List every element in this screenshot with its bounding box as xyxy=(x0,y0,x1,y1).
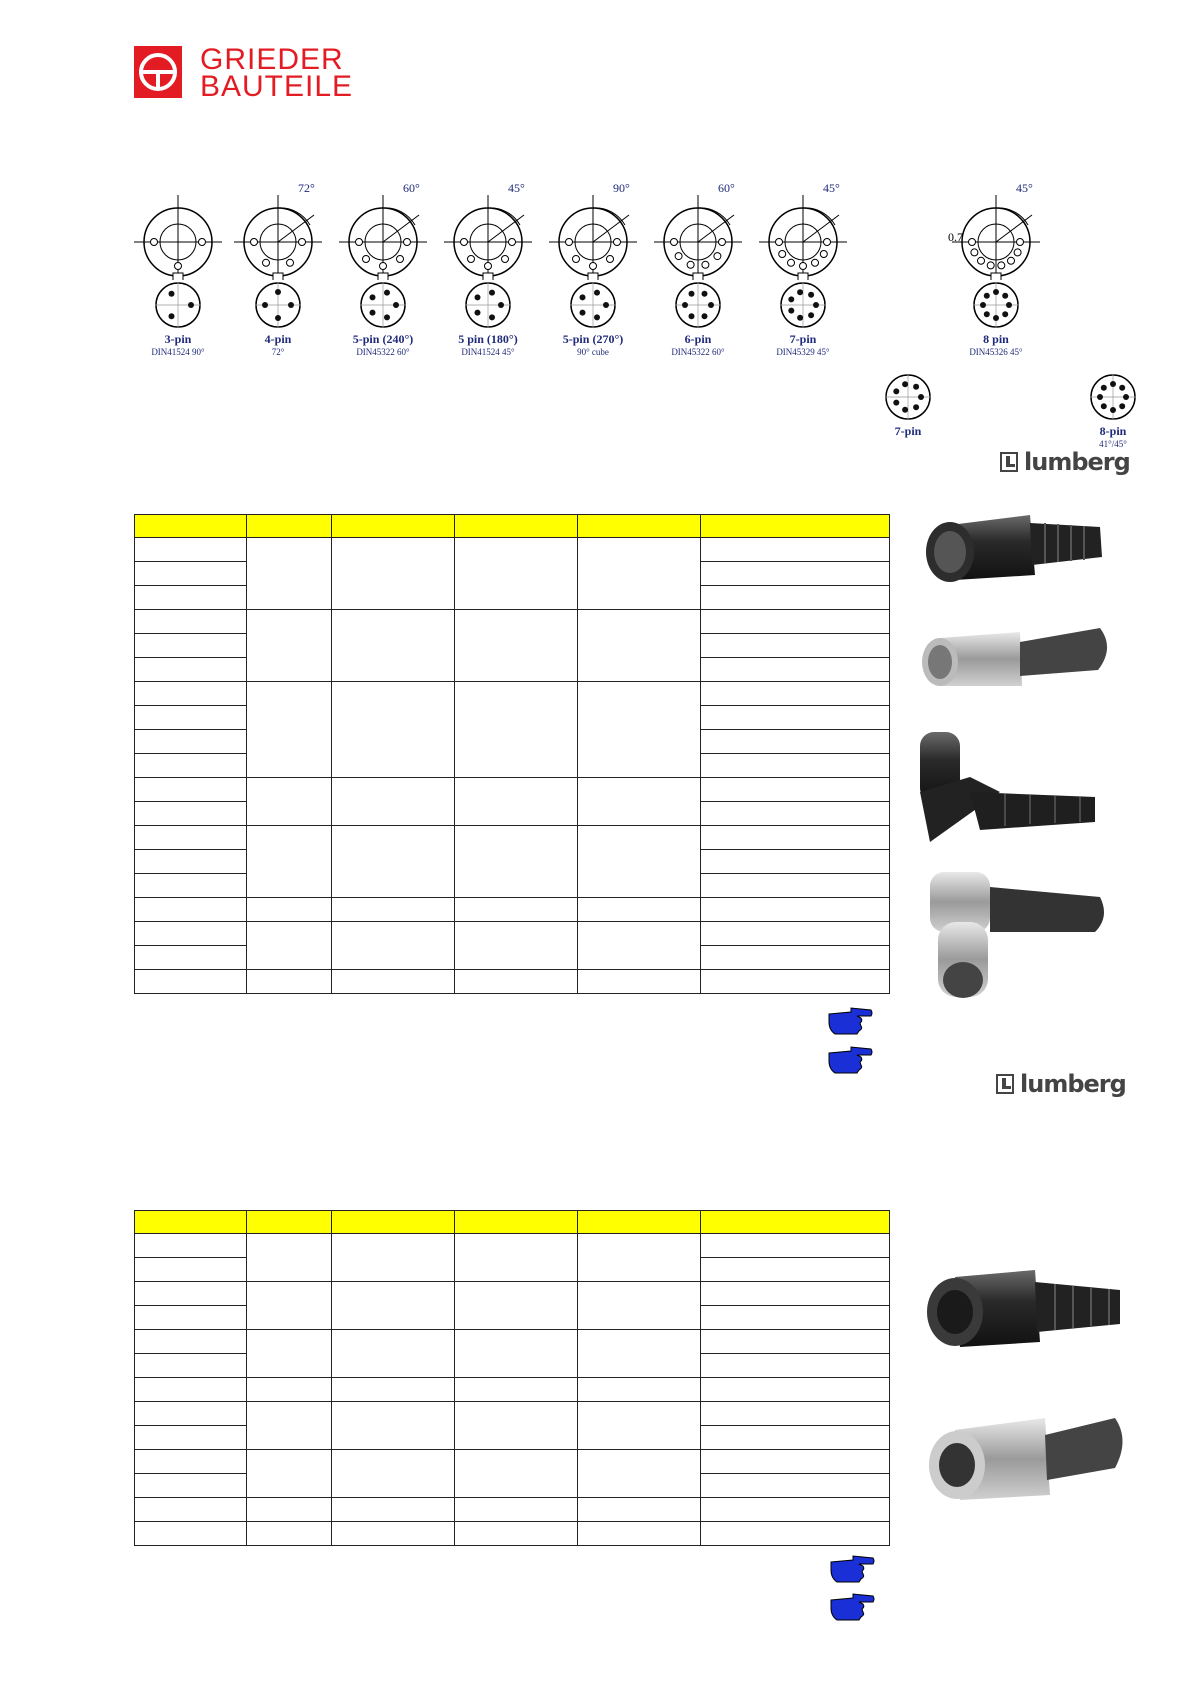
pin-face-icon xyxy=(883,372,933,422)
pin-standard: DIN45326 45° xyxy=(969,347,1023,357)
grieder-logo xyxy=(134,43,394,103)
pin-diagram xyxy=(755,181,851,375)
lumberg-brand-top xyxy=(1000,448,1130,476)
table-row xyxy=(135,1330,890,1354)
pin-drawing-icon xyxy=(650,185,746,280)
table-row xyxy=(135,826,890,850)
table-header-row xyxy=(135,1211,890,1234)
table-row xyxy=(135,1498,890,1522)
lumberg-name: lumberg xyxy=(1020,1070,1126,1098)
pin-label: 4-pin xyxy=(264,332,292,346)
pin-face-icon xyxy=(463,280,513,330)
pin-label: 8 pin xyxy=(983,332,1009,346)
photo-plug-black-straight xyxy=(910,505,1115,595)
lumberg-name: lumberg xyxy=(1024,448,1130,476)
photo-plug-black-angled xyxy=(910,722,1110,842)
pin-standard: DIN45322 60° xyxy=(356,347,410,357)
pin-diagram xyxy=(948,181,1044,375)
pin-face-icon xyxy=(153,280,203,330)
pin-drawing-icon xyxy=(545,185,641,280)
table-row xyxy=(135,1282,890,1306)
lumberg-logo-icon xyxy=(996,1074,1014,1094)
table-row xyxy=(135,778,890,802)
table-row xyxy=(135,1450,890,1474)
table-row xyxy=(135,970,890,994)
table-row xyxy=(135,1234,890,1258)
pin-drawing-icon xyxy=(130,185,226,280)
photo-plug-metal-straight xyxy=(910,620,1115,700)
pin-face-icon xyxy=(778,280,828,330)
pin-label: 7-pin xyxy=(789,332,817,346)
logo-line-2: BAUTEILE xyxy=(200,70,354,103)
table-header-row xyxy=(135,515,890,538)
pin-face-icon xyxy=(1088,372,1138,422)
lumberg-logo-icon xyxy=(1000,452,1018,472)
pin-label: 5-pin (240°) xyxy=(352,332,414,346)
pin-drawing-icon xyxy=(755,185,851,280)
pin-drawing-icon xyxy=(230,185,326,280)
pin-drawing-icon xyxy=(335,185,431,280)
pin-standard: DIN41524 90° xyxy=(151,347,205,357)
pin-label: 6-pin xyxy=(684,332,712,346)
table-row xyxy=(135,1522,890,1546)
pin-diagram xyxy=(440,181,536,375)
pointing-hand-icon[interactable] xyxy=(829,1552,875,1584)
pin-angle-label: 45° xyxy=(1016,181,1033,195)
table-row xyxy=(135,538,890,562)
table-row xyxy=(135,1402,890,1426)
pointing-hand-icon[interactable] xyxy=(829,1590,875,1622)
pin-face-icon xyxy=(568,280,618,330)
pin-diagram xyxy=(1065,185,1161,449)
pin-diagram xyxy=(335,181,431,375)
pin-diagram xyxy=(130,185,226,375)
pin-diagram xyxy=(230,181,326,375)
pin-angle-label: 45° xyxy=(508,181,525,195)
pin-standard: DIN41524 45° xyxy=(461,347,515,357)
pin-standard: DIN45329 45° xyxy=(776,347,830,357)
table-row xyxy=(135,898,890,922)
pin-diagram xyxy=(545,181,641,375)
pin-offset-label: 0.7 xyxy=(948,230,963,244)
pin-standard: 41°/45° xyxy=(1099,439,1127,449)
pin-diagram-strip xyxy=(130,181,1140,449)
pointing-hand-icon[interactable] xyxy=(827,1043,873,1075)
pin-angle-label: 90° xyxy=(613,181,630,195)
pin-diagram xyxy=(860,185,956,438)
photo-plug-metal-angled xyxy=(910,862,1115,1012)
product-table-sockets xyxy=(134,1210,890,1546)
pin-face-icon xyxy=(358,280,408,330)
pin-drawing-icon xyxy=(860,185,956,280)
pin-angle-label: 60° xyxy=(403,181,420,195)
pin-angle-label: 72° xyxy=(298,181,315,195)
photo-socket-metal xyxy=(915,1410,1130,1510)
pin-standard: 90° cube xyxy=(577,347,609,357)
pointing-hand-icon[interactable] xyxy=(827,1004,873,1036)
pin-label: 7-pin xyxy=(894,424,922,438)
pin-label: 5-pin (270°) xyxy=(562,332,624,346)
pin-diagram xyxy=(650,181,746,375)
table-row xyxy=(135,682,890,706)
pin-angle-label: 45° xyxy=(823,181,840,195)
pin-face-icon xyxy=(971,280,1021,330)
grieder-logo-text xyxy=(200,43,354,103)
photo-socket-black xyxy=(915,1262,1130,1357)
grieder-logo-icon xyxy=(134,46,182,98)
table-row xyxy=(135,610,890,634)
pin-drawing-icon xyxy=(1065,185,1161,280)
pin-drawing-icon xyxy=(440,185,536,280)
pin-label: 3-pin xyxy=(164,332,192,346)
pin-face-icon xyxy=(673,280,723,330)
pin-label: 5 pin (180°) xyxy=(458,332,518,346)
product-table-plugs xyxy=(134,514,890,994)
pin-label: 8-pin xyxy=(1099,424,1127,438)
table-row xyxy=(135,1378,890,1402)
pin-face-icon xyxy=(253,280,303,330)
pin-standard: DIN45322 60° xyxy=(671,347,725,357)
pin-standard: 72° xyxy=(271,347,285,357)
pin-angle-label: 60° xyxy=(718,181,735,195)
logo-line-1: GRIEDER xyxy=(200,43,344,76)
lumberg-brand-bottom xyxy=(996,1070,1126,1098)
table-row xyxy=(135,922,890,946)
